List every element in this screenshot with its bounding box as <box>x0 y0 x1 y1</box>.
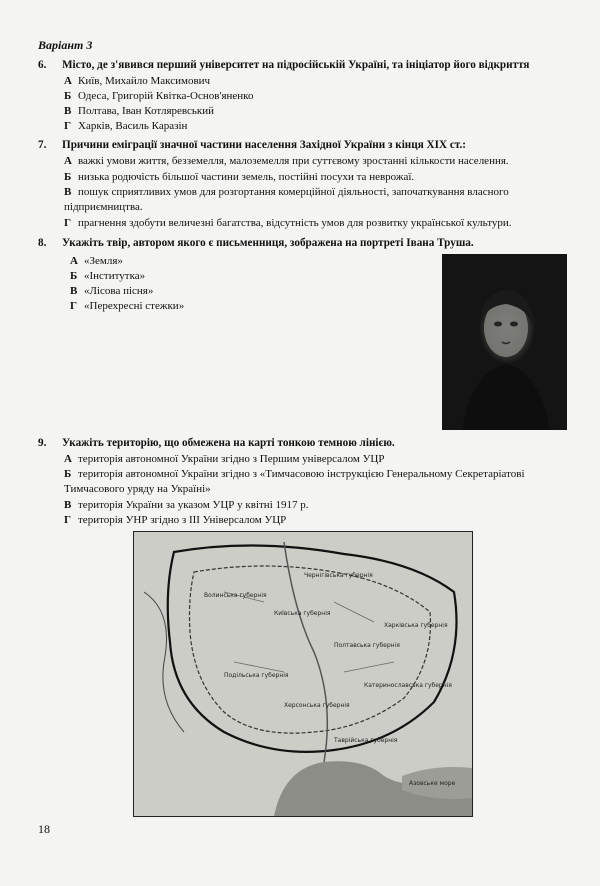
question-number: 6. <box>38 59 47 71</box>
answer-option[interactable]: Г Харків, Василь Каразін <box>64 120 188 132</box>
map-label: Київська губернія <box>274 610 331 617</box>
map-label: Херсонська губернія <box>284 702 350 709</box>
answer-option[interactable]: А важкі умови життя, безземелля, малоземелля при суттєвому зростанні кількости населення. <box>64 155 509 167</box>
answer-option[interactable]: В пошук сприятливих умов для розгортання комерційної діяльності, започаткування власного підприємництва. <box>64 186 509 213</box>
answer-option[interactable]: Б Одеса, Григорій Квітка-Основ'яненко <box>64 90 254 102</box>
variant-heading: Варіант 3 <box>38 38 93 52</box>
answer-option[interactable]: В «Лісова пісня» <box>70 285 154 297</box>
answer-option[interactable]: Г територія УНР згідно з ІІІ Універсалом УЦР <box>64 514 287 526</box>
historical-map <box>133 531 473 817</box>
answer-option[interactable]: Б низька родючість більшої частини земель, постійні посухи та неврожаї. <box>64 171 415 183</box>
answer-option[interactable]: В Полтава, Іван Котляревський <box>64 105 215 117</box>
portrait-figure-icon <box>442 254 567 430</box>
map-label: Подільська губернія <box>224 672 289 679</box>
answer-option[interactable]: А «Земля» <box>70 255 123 267</box>
question-number: 8. <box>38 237 47 249</box>
answer-option[interactable]: А Київ, Михайло Максимович <box>64 75 211 87</box>
answer-option[interactable]: В територія України за указом УЦР у квітні 1917 р. <box>64 499 309 511</box>
map-graphic-icon <box>134 532 472 816</box>
question-text: Причини еміграції значної частини населення Західної України з кінця ХІХ ст.: <box>62 139 466 151</box>
answer-option[interactable]: Б територія автономної України згідно з «Тимчасовою інструкцією Генеральному Секретаріатові Тимчасового уряду на Україні» <box>64 468 525 495</box>
answer-option[interactable]: А територія автономної України згідно з Першим універсалом УЦР <box>64 453 385 465</box>
map-label: Харківська губернія <box>384 622 448 629</box>
question-number: 9. <box>38 437 47 449</box>
map-label: Катеринославська губернія <box>364 682 452 689</box>
answer-option[interactable]: Г прагнення здобути величезні багатства, відсутність умов для розвитку української культури. <box>64 217 512 229</box>
map-label: Таврійська губернія <box>334 737 398 744</box>
map-label: Волинська губернія <box>204 592 267 599</box>
answer-option[interactable]: Г «Перехресні стежки» <box>70 300 185 312</box>
page-number: 18 <box>38 822 50 836</box>
map-label: Полтавська губернія <box>334 642 400 649</box>
question-text: Укажіть територію, що обмежена на карті тонкою темною лінією. <box>62 437 395 449</box>
answer-option[interactable]: Б «Інститутка» <box>70 270 146 282</box>
map-label: Азовське море <box>409 780 456 787</box>
question-number: 7. <box>38 139 47 151</box>
question-text: Місто, де з'явився перший університет на підросійській Україні, та ініціатор його відкриття <box>62 59 530 71</box>
question-text: Укажіть твір, автором якого є письменниця, зображена на портреті Івана Труша. <box>62 237 474 249</box>
map-label: Чернігівська губернія <box>304 572 373 579</box>
portrait-image <box>442 254 567 430</box>
